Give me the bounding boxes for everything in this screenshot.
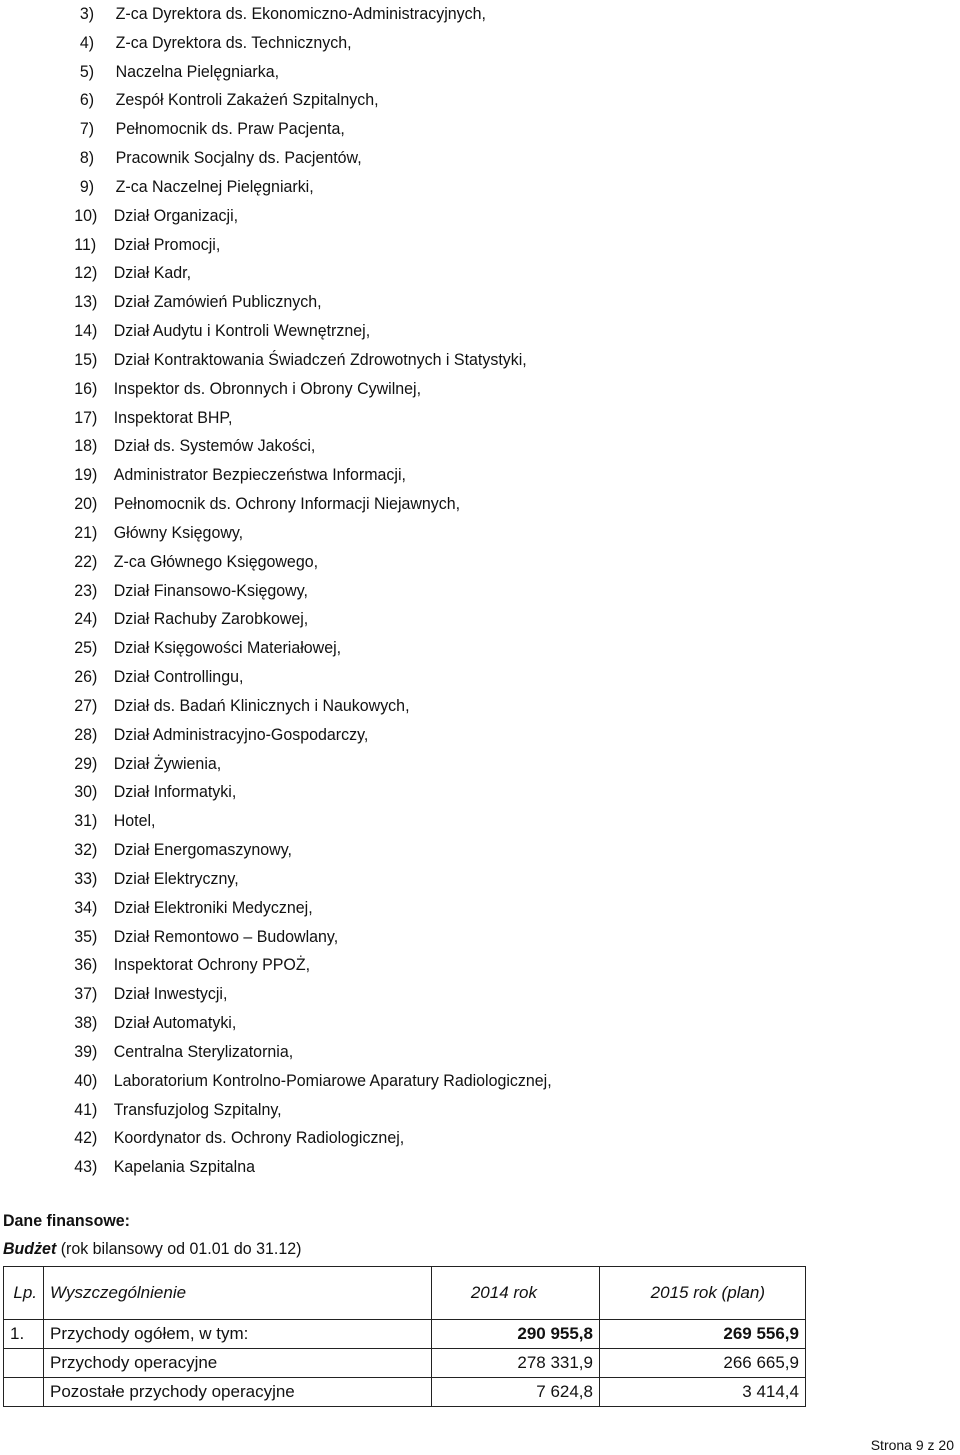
- finance-table: [3, 1266, 806, 1407]
- list-item-text: Dział Księgowości Materiałowej,: [113, 638, 342, 658]
- list-item-text: Dział Audytu i Kontroli Wewnętrznej,: [113, 321, 371, 341]
- list-item-number: 19): [74, 465, 98, 485]
- list-item-number: 4): [79, 32, 95, 52]
- list-item-text: Dział Rachuby Zarobkowej,: [113, 609, 309, 629]
- list-item-number: 24): [74, 609, 98, 629]
- list-item-text: Dział Inwestycji,: [113, 984, 228, 1004]
- list-item-number: 6): [79, 90, 95, 110]
- header-2014: 2014 rok: [432, 1267, 600, 1320]
- list-item-number: 35): [74, 926, 98, 946]
- list-item-text: Dział Finansowo-Księgowy,: [113, 580, 308, 600]
- list-item-number: 36): [74, 955, 98, 975]
- list-item-number: 22): [74, 551, 98, 571]
- list-item-number: 20): [74, 494, 98, 514]
- list-item-number: 12): [74, 263, 98, 283]
- cell-lp: [4, 1349, 44, 1378]
- list-item-text: Dział Elektroniki Medycznej,: [113, 897, 313, 917]
- list-item-text: Pełnomocnik ds. Praw Pacjenta,: [115, 119, 345, 139]
- list-item-number: 15): [74, 349, 98, 369]
- list-item-text: Zespół Kontroli Zakażeń Szpitalnych,: [115, 90, 379, 110]
- list-item-text: Dział Promocji,: [113, 234, 221, 254]
- list-item-number: 28): [74, 724, 98, 744]
- cell-2015: 269 556,9: [600, 1320, 806, 1349]
- list-item-number: 37): [74, 984, 98, 1004]
- list-item-number: 25): [74, 638, 98, 658]
- list-item-text: Centralna Sterylizatornia,: [113, 1041, 294, 1061]
- list-item-number: 31): [74, 811, 98, 831]
- list-item-number: 21): [74, 522, 98, 542]
- cell-description: Przychody ogółem, w tym:: [44, 1320, 432, 1349]
- cell-2014: 7 624,8: [432, 1378, 600, 1407]
- list-item-number: 41): [74, 1099, 98, 1119]
- list-item-number: 11): [74, 234, 97, 254]
- list-item-text: Z-ca Naczelnej Pielęgniarki,: [115, 176, 314, 196]
- list-item-number: 18): [74, 436, 98, 456]
- list-item-number: 40): [74, 1070, 98, 1090]
- table-row: [4, 1378, 806, 1407]
- finance-heading: Dane finansowe:: [3, 1211, 130, 1230]
- budget-line: [3, 1239, 301, 1259]
- table-row: [4, 1349, 806, 1378]
- list-item-text: Dział Kontraktowania Świadczeń Zdrowotnych i Statystyki,: [113, 349, 527, 369]
- list-item-text: Dział Kadr,: [113, 263, 192, 283]
- list-item-text: Dział Energomaszynowy,: [113, 840, 292, 860]
- cell-description: Przychody operacyjne: [44, 1349, 432, 1378]
- list-item-text: Pełnomocnik ds. Ochrony Informacji Niejawnych,: [113, 494, 461, 514]
- list-item-number: 9): [79, 176, 95, 196]
- header-description: Wyszczególnienie: [44, 1267, 432, 1320]
- list-item-text: Z-ca Dyrektora ds. Ekonomiczno-Administracyjnych,: [115, 4, 486, 23]
- list-item-text: Pracownik Socjalny ds. Pacjentów,: [115, 148, 362, 168]
- header-lp: Lp.: [4, 1267, 44, 1320]
- cell-2014: 290 955,8: [432, 1320, 600, 1349]
- cell-description: Pozostałe przychody operacyjne: [44, 1378, 432, 1407]
- list-item-text: Z-ca Dyrektora ds. Technicznych,: [115, 32, 352, 52]
- list-item-number: 33): [74, 868, 98, 888]
- list-item-text: Koordynator ds. Ochrony Radiologicznej,: [113, 1128, 405, 1148]
- list-item-text: Inspektorat BHP,: [113, 407, 233, 427]
- list-item-number: 39): [74, 1041, 98, 1061]
- list-item-text: Dział Żywienia,: [113, 753, 222, 773]
- list-item-number: 10): [74, 205, 98, 225]
- table-row: [4, 1320, 806, 1349]
- list-item-number: 38): [74, 1013, 98, 1033]
- list-item-number: 30): [74, 782, 98, 802]
- list-item-text: Dział Organizacji,: [113, 205, 239, 225]
- list-item-text: Dział ds. Systemów Jakości,: [113, 436, 316, 456]
- list-item-number: 17): [74, 407, 98, 427]
- list-item-text: Dział Informatyki,: [113, 782, 237, 802]
- list-item-number: 43): [74, 1157, 98, 1177]
- list-item-number: 27): [74, 695, 98, 715]
- cell-2014: 278 331,9: [432, 1349, 600, 1378]
- list-item-number: 13): [74, 292, 98, 312]
- list-item-number: 29): [74, 753, 98, 773]
- list-item-text: Dział Controllingu,: [113, 667, 244, 687]
- list-item-text: Dział Automatyki,: [113, 1013, 237, 1033]
- budget-note: (rok bilansowy od 01.01 do 31.12): [56, 1239, 302, 1258]
- list-item-number: 34): [74, 897, 98, 917]
- cell-2015: 266 665,9: [600, 1349, 806, 1378]
- cell-lp: 1.: [4, 1320, 44, 1349]
- cell-2015: 3 414,4: [600, 1378, 806, 1407]
- list-item-number: 42): [74, 1128, 98, 1148]
- list-item-text: Administrator Bezpieczeństwa Informacji,: [113, 465, 406, 485]
- list-item-number: 3): [79, 4, 95, 23]
- list-item-text: Naczelna Pielęgniarka,: [115, 61, 280, 81]
- list-item-text: Dział Elektryczny,: [113, 868, 239, 888]
- list-item-number: 23): [74, 580, 98, 600]
- list-item-number: 8): [79, 148, 95, 168]
- list-item-number: 7): [79, 119, 95, 139]
- page-number: Strona 9 z 20: [870, 1437, 954, 1453]
- list-item-number: 32): [74, 840, 98, 860]
- list-item-text: Inspektorat Ochrony PPOŻ,: [113, 955, 311, 975]
- list-item-number: 5): [79, 61, 95, 81]
- list-item-text: Dział ds. Badań Klinicznych i Naukowych,: [113, 695, 410, 715]
- list-item-text: Główny Księgowy,: [113, 522, 244, 542]
- list-item-number: 16): [74, 378, 98, 398]
- header-2015-plan: 2015 rok (plan): [600, 1267, 806, 1320]
- list-item-number: 14): [74, 321, 98, 341]
- list-item-text: Z-ca Głównego Księgowego,: [113, 551, 319, 571]
- list-item-text: Kapelania Szpitalna: [113, 1157, 256, 1177]
- list-item-text: Dział Administracyjno-Gospodarczy,: [113, 724, 369, 744]
- list-item-text: Laboratorium Kontrolno-Pomiarowe Aparatury Radiologicznej,: [113, 1070, 552, 1090]
- budget-label: Budżet: [3, 1239, 57, 1258]
- list-item-text: Dział Remontowo – Budowlany,: [113, 926, 339, 946]
- list-item-number: 26): [74, 667, 98, 687]
- list-item-text: Transfuzjolog Szpitalny,: [113, 1099, 282, 1119]
- list-item-text: Inspektor ds. Obronnych i Obrony Cywilnej,: [113, 378, 422, 398]
- list-item-text: Dział Zamówień Publicznych,: [113, 292, 322, 312]
- cell-lp: [4, 1378, 44, 1407]
- list-item-text: Hotel,: [113, 811, 156, 831]
- table-header-row: [4, 1267, 806, 1320]
